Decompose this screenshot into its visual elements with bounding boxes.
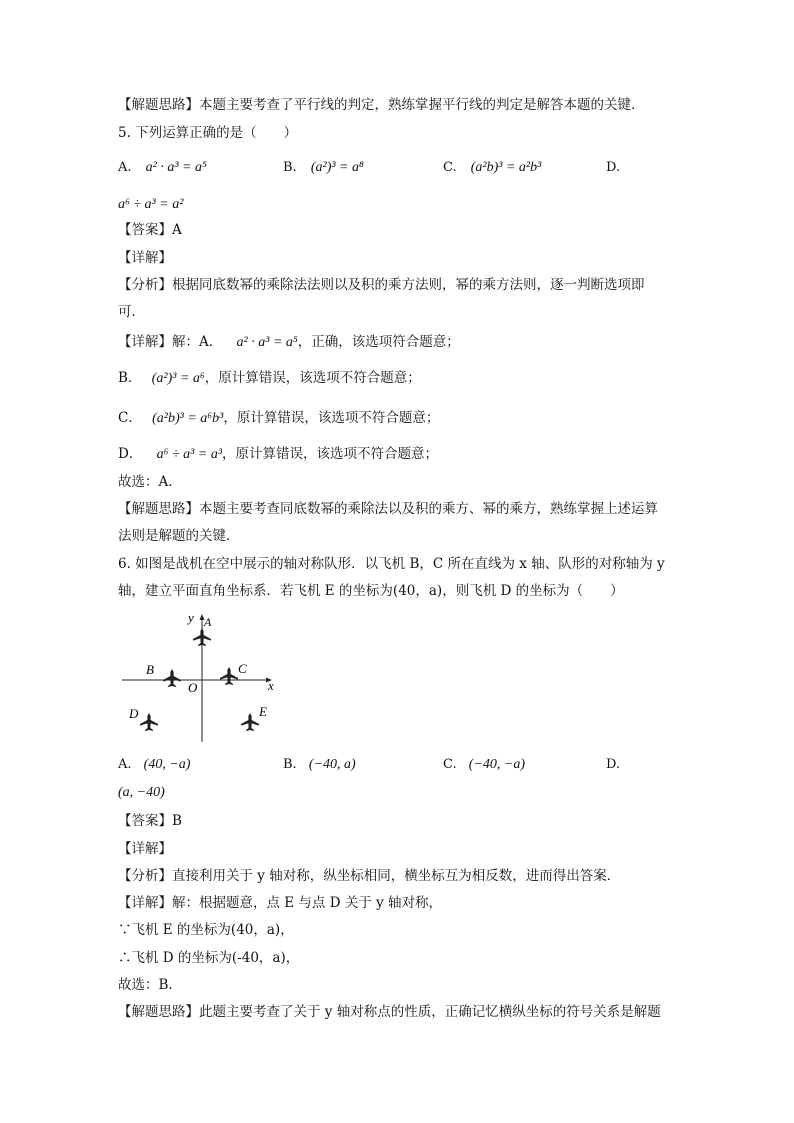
- q5-solution-idea-cont: 法则是解题的关键．: [118, 528, 240, 544]
- q6-therefore: ∴飞机 D 的坐标为(-40，a)，: [118, 950, 300, 966]
- q5-solution-idea: 【解题思路】本题主要考查同底数幂的乘除法以及积的乘方、幂的乘方，熟练掌握上述运算: [118, 501, 658, 517]
- q6-option-a: A. (40, −a): [118, 757, 191, 772]
- q6-analysis: 【分析】直接利用关于 y 轴对称，纵坐标相同，横坐标互为相反数，进而得出答案．: [118, 868, 621, 884]
- q5-detail-heading: 【详解】: [118, 250, 172, 266]
- point-label-c: C: [238, 661, 247, 676]
- q5-option-d: a⁶ ÷ a³ = a²: [118, 197, 184, 212]
- q5-option-d-label: D.: [606, 160, 621, 175]
- x-axis-label: x: [268, 678, 274, 693]
- q6-because: ∵飞机 E 的坐标为(40，a)，: [118, 922, 294, 938]
- question-6-stem: 6. 如图是战机在空中展示的轴对称队形．以飞机 B，C 所在直线为 x 轴、队形的对称轴为 y: [118, 556, 665, 572]
- question-6-stem-cont: 轴，建立平面直角坐标系．若飞机 E 的坐标为(40，a)，则飞机 D 的坐标为（ ）: [118, 583, 624, 599]
- q5-sol-d: D． a⁶ ÷ a³ = a³，原计算错误，该选项不符合题意；: [118, 446, 439, 462]
- q5-option-a: A. a² · a³ = a⁵: [118, 160, 207, 175]
- question-5-stem: 5. 下列运算正确的是（ ）: [118, 125, 298, 141]
- origin-label: O: [188, 680, 198, 695]
- q6-choose: 故选：B．: [118, 977, 182, 993]
- airplane-icon: [193, 628, 211, 646]
- q5-analysis: 【分析】根据同底数幂的乘除法法则以及积的乘方法则，幂的乘方法则，逐一判断选项即: [118, 277, 645, 293]
- point-label-e: E: [259, 704, 267, 719]
- q6-detail: 【详解】解：根据题意，点 E 与点 D 关于 y 轴对称，: [118, 895, 443, 911]
- formation-figure: [118, 610, 283, 748]
- q5-sol-c: C． (a²b)³ = a⁶b³，原计算错误，该选项不符合题意；: [118, 410, 440, 426]
- point-label-a: A: [204, 615, 212, 629]
- point-label-b: B: [146, 662, 154, 677]
- q6-answer: 【答案】B: [118, 813, 182, 829]
- q6-detail-heading: 【详解】: [118, 841, 172, 857]
- q6-option-d: (a, −40): [118, 785, 165, 800]
- solution-idea-prev: 【解题思路】本题主要考查了平行线的判定，熟练掌握平行线的判定是解答本题的关键．: [118, 97, 645, 113]
- q5-answer: 【答案】A: [118, 222, 182, 238]
- q5-sol-b: B． (a²)³ = a⁶，原计算错误，该选项不符合题意；: [118, 370, 421, 386]
- airplane-icon: [163, 669, 181, 687]
- q5-sol-a: 【详解】解：A． a² · a³ = a⁵，正确，该选项符合题意；: [118, 334, 460, 350]
- q5-analysis-cont: 可．: [118, 304, 145, 320]
- q5-choose: 故选：A．: [118, 474, 182, 490]
- airplane-icon: [220, 667, 238, 685]
- q5-option-c: C. (a²b)³ = a²b³: [443, 160, 542, 175]
- q6-option-c: C. (−40, −a): [443, 757, 525, 772]
- airplane-icon: [241, 713, 259, 731]
- q6-option-d-label: D.: [606, 757, 621, 772]
- q6-option-b: B. (−40, a): [283, 757, 356, 772]
- y-axis-label: y: [188, 610, 194, 625]
- q6-solution-idea: 【解题思路】此题主要考查了关于 y 轴对称点的性质，正确记忆横纵坐标的符号关系是解题: [118, 1004, 661, 1020]
- point-label-d: D: [129, 706, 139, 721]
- airplane-icon: [140, 713, 158, 731]
- q5-option-b: B. (a²)³ = a⁸: [283, 160, 364, 175]
